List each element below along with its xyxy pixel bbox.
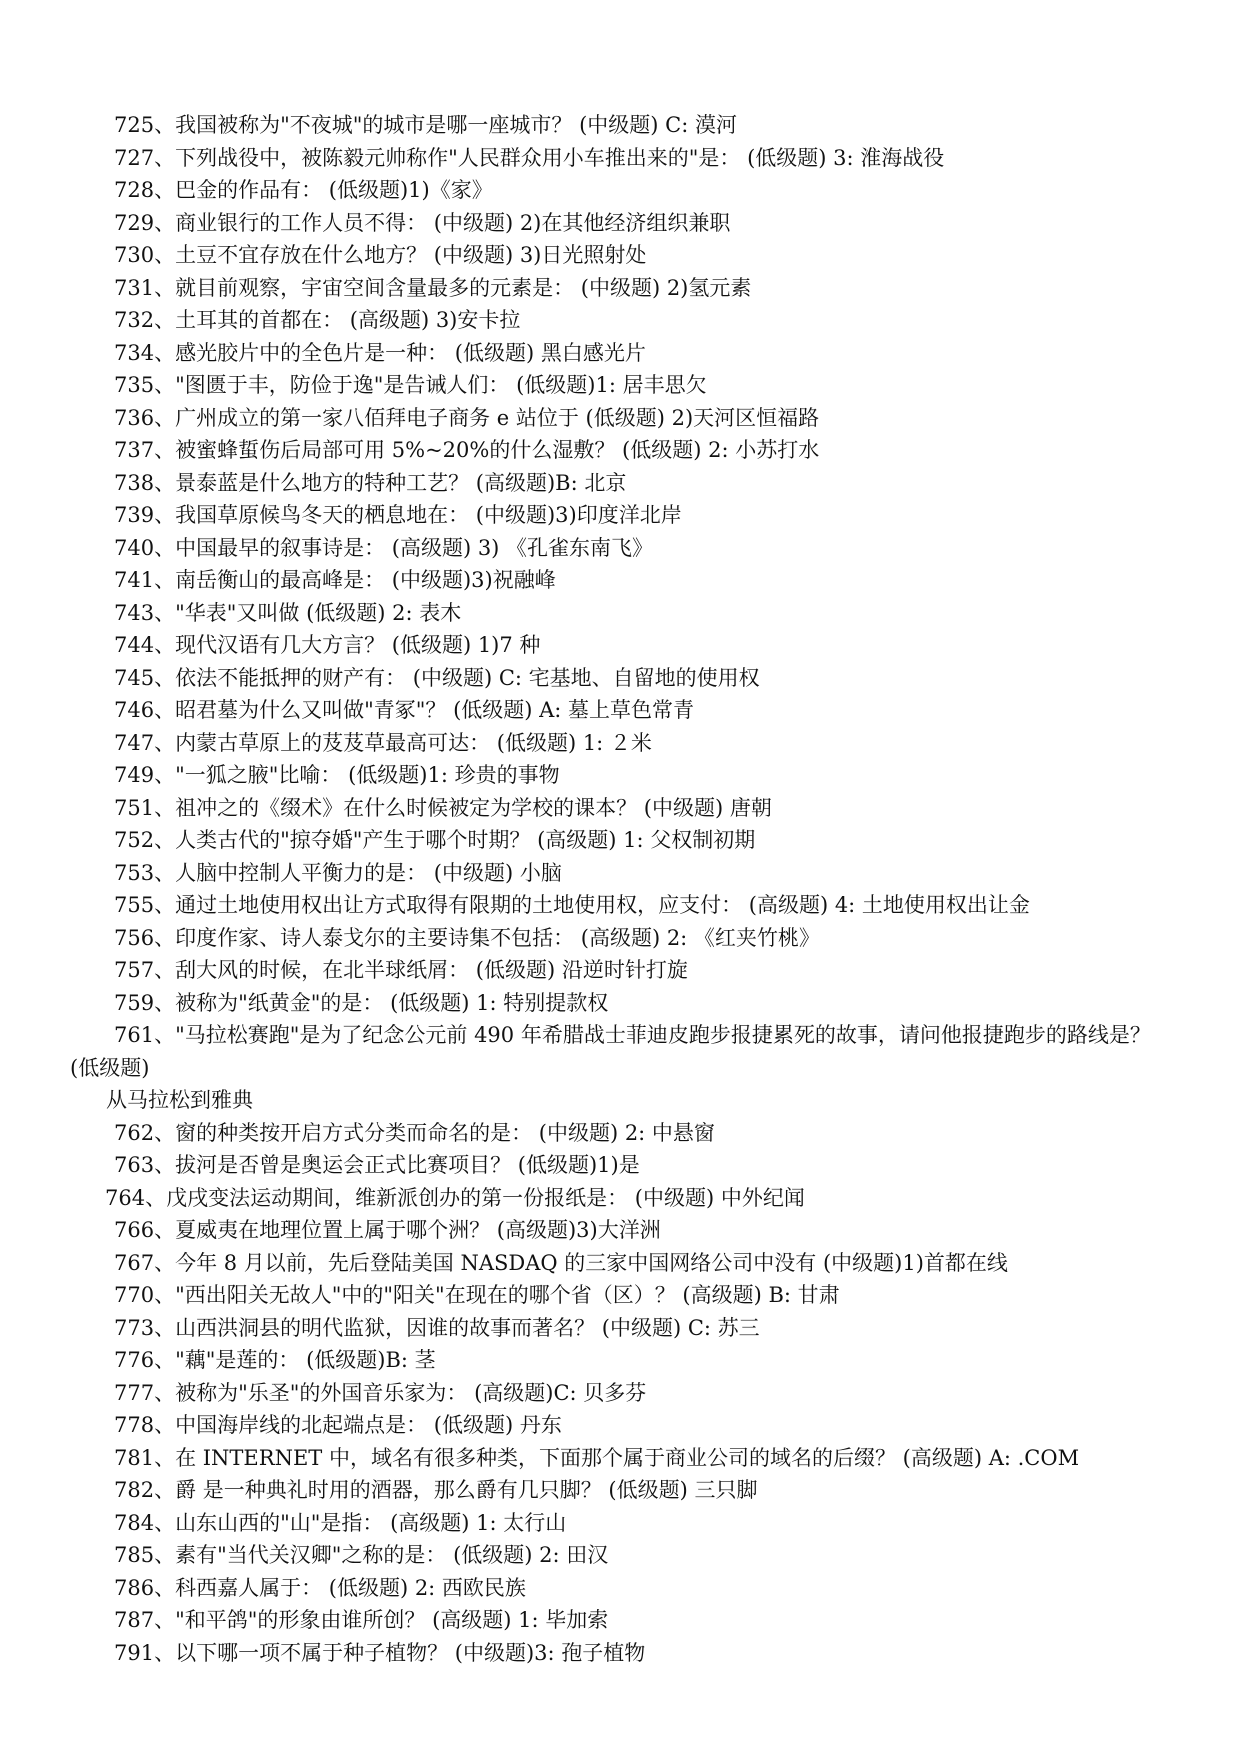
quiz-item: 729、商业银行的工作人员不得： (中级题) 2)在其他经济组织兼职 bbox=[114, 210, 731, 235]
quiz-item: 756、印度作家、诗人泰戈尔的主要诗集不包括： (高级题) 2: 《红夹竹桃》 bbox=[114, 925, 820, 950]
quiz-item: 762、窗的种类按开启方式分类而命名的是： (中级题) 2: 中悬窗 bbox=[114, 1120, 715, 1145]
quiz-item: 746、昭君墓为什么又叫做"青冢"？ (低级题) A: 墓上草色常青 bbox=[114, 698, 695, 722]
quiz-item: 730、土豆不宜存放在什么地方？ (中级题) 3)日光照射处 bbox=[114, 243, 647, 267]
quiz-item: 735、"图匮于丰，防俭于逸"是告诫人们： (低级题)1: 居丰思欠 bbox=[114, 373, 707, 397]
quiz-item: 727、下列战役中，被陈毅元帅称作"人民群众用小车推出来的"是： (低级题) 3: 淮海战役 bbox=[114, 145, 945, 170]
quiz-item: 736、广州成立的第一家八佰拜电子商务 e 站位于 (低级题) 2)天河区恒福路 bbox=[114, 405, 820, 430]
quiz-item: 740、中国最早的叙事诗是： (高级题) 3) 《孔雀东南飞》 bbox=[114, 535, 654, 560]
quiz-item: 745、依法不能抵押的财产有： (中级题) C: 宅基地、自留地的使用权 bbox=[114, 665, 760, 690]
quiz-item: 744、现代汉语有几大方言？ (低级题) 1)7 种 bbox=[114, 633, 541, 657]
quiz-item: 777、被称为"乐圣"的外国音乐家为： (高级题)C: 贝多芬 bbox=[114, 1380, 647, 1405]
quiz-answer: 从马拉松到雅典 bbox=[106, 1088, 253, 1112]
quiz-item: 764、戊戌变法运动期间，维新派创办的第一份报纸是： (中级题) 中外纪闻 bbox=[105, 1185, 805, 1210]
quiz-item: 731、就目前观察，宇宙空间含量最多的元素是： (中级题) 2)氢元素 bbox=[114, 275, 752, 300]
quiz-item: 778、中国海岸线的北起端点是： (低级题) 丹东 bbox=[114, 1413, 562, 1437]
quiz-item: 743、"华表"又叫做 (低级题) 2: 表木 bbox=[114, 600, 462, 625]
quiz-item: 755、通过土地使用权出让方式取得有限期的土地使用权，应支付： (高级题) 4: 土地使用权出让金 bbox=[114, 893, 1030, 917]
quiz-item: 757、刮大风的时候，在北半球纸屑： (低级题) 沿逆时针打旋 bbox=[114, 958, 688, 982]
quiz-item: 763、拔河是否曾是奥运会正式比赛项目？ (低级题)1)是 bbox=[114, 1153, 640, 1177]
quiz-list bbox=[70, 109, 1180, 1669]
quiz-item: 738、景泰蓝是什么地方的特种工艺？ (高级题)B: 北京 bbox=[114, 470, 627, 495]
quiz-item: 787、"和平鸽"的形象由谁所创？ (高级题) 1: 毕加索 bbox=[114, 1608, 609, 1632]
quiz-item: 732、土耳其的首都在： (高级题) 3)安卡拉 bbox=[114, 308, 521, 332]
quiz-item-multiline: 761、"马拉松赛跑"是为了纪念公元前 490 年希腊战士菲迪皮跑步报捷累死的故事，请问他报捷跑步的路线是？ (低级题) bbox=[70, 1023, 1151, 1080]
quiz-item: 776、"藕"是莲的： (低级题)B: 茎 bbox=[114, 1348, 436, 1372]
quiz-item: 791、以下哪一项不属于种子植物？ (中级题)3: 孢子植物 bbox=[114, 1640, 646, 1665]
quiz-item: 784、山东山西的"山"是指： (高级题) 1: 太行山 bbox=[114, 1510, 567, 1535]
quiz-item: 782、爵 是一种典礼时用的酒器，那么爵有几只脚？ (低级题) 三只脚 bbox=[114, 1478, 758, 1502]
quiz-item: 752、人类古代的"掠夺婚"产生于哪个时期？ (高级题) 1: 父权制初期 bbox=[114, 828, 756, 852]
quiz-item: 739、我国草原候鸟冬天的栖息地在： (中级题)3)印度洋北岸 bbox=[114, 503, 682, 527]
quiz-item: 734、感光胶片中的全色片是一种： (低级题) 黑白感光片 bbox=[114, 340, 646, 365]
quiz-item: 737、被蜜蜂蜇伤后局部可用 5%~20%的什么湿敷？ (低级题) 2: 小苏打水 bbox=[114, 438, 820, 462]
quiz-item: 767、今年 8 月以前，先后登陆美国 NASDAQ 的三家中国网络公司中没有 (中级题)1)首都在线 bbox=[114, 1250, 1008, 1275]
quiz-item: 773、山西洪洞县的明代监狱，因谁的故事而著名？ (中级题) C: 苏三 bbox=[114, 1315, 760, 1340]
quiz-item: 728、巴金的作品有： (低级题)1)《家》 bbox=[114, 178, 493, 202]
quiz-item: 753、人脑中控制人平衡力的是： (中级题) 小脑 bbox=[114, 860, 562, 885]
quiz-item: 759、被称为"纸黄金"的是： (低级题) 1: 特别提款权 bbox=[114, 990, 609, 1015]
quiz-item: 766、夏威夷在地理位置上属于哪个洲？ (高级题)3)大洋洲 bbox=[114, 1218, 661, 1242]
quiz-item: 770、"西出阳关无故人"中的"阳关"在现在的哪个省（区）？ (高级题) B: 甘肃 bbox=[114, 1283, 840, 1307]
quiz-item: 786、科西嘉人属于： (低级题) 2: 西欧民族 bbox=[114, 1575, 526, 1600]
quiz-item: 781、在 INTERNET 中，域名有很多种类，下面那个属于商业公司的域名的后缀？ (高级题) A: .COM bbox=[114, 1445, 1080, 1470]
quiz-item: 725、我国被称为"不夜城"的城市是哪一座城市？ (中级题) C: 漠河 bbox=[114, 113, 737, 137]
quiz-item: 785、素有"当代关汉卿"之称的是： (低级题) 2: 田汉 bbox=[114, 1543, 609, 1567]
quiz-item: 751、祖冲之的《缀术》在什么时候被定为学校的课本？ (中级题) 唐朝 bbox=[114, 795, 772, 820]
quiz-item: 741、南岳衡山的最高峰是： (中级题)3)祝融峰 bbox=[114, 568, 556, 592]
quiz-item: 747、内蒙古草原上的芨芨草最高可达： (低级题) 1: ２米 bbox=[114, 730, 652, 755]
quiz-item: 749、"一狐之腋"比喻： (低级题)1: 珍贵的事物 bbox=[114, 763, 560, 787]
